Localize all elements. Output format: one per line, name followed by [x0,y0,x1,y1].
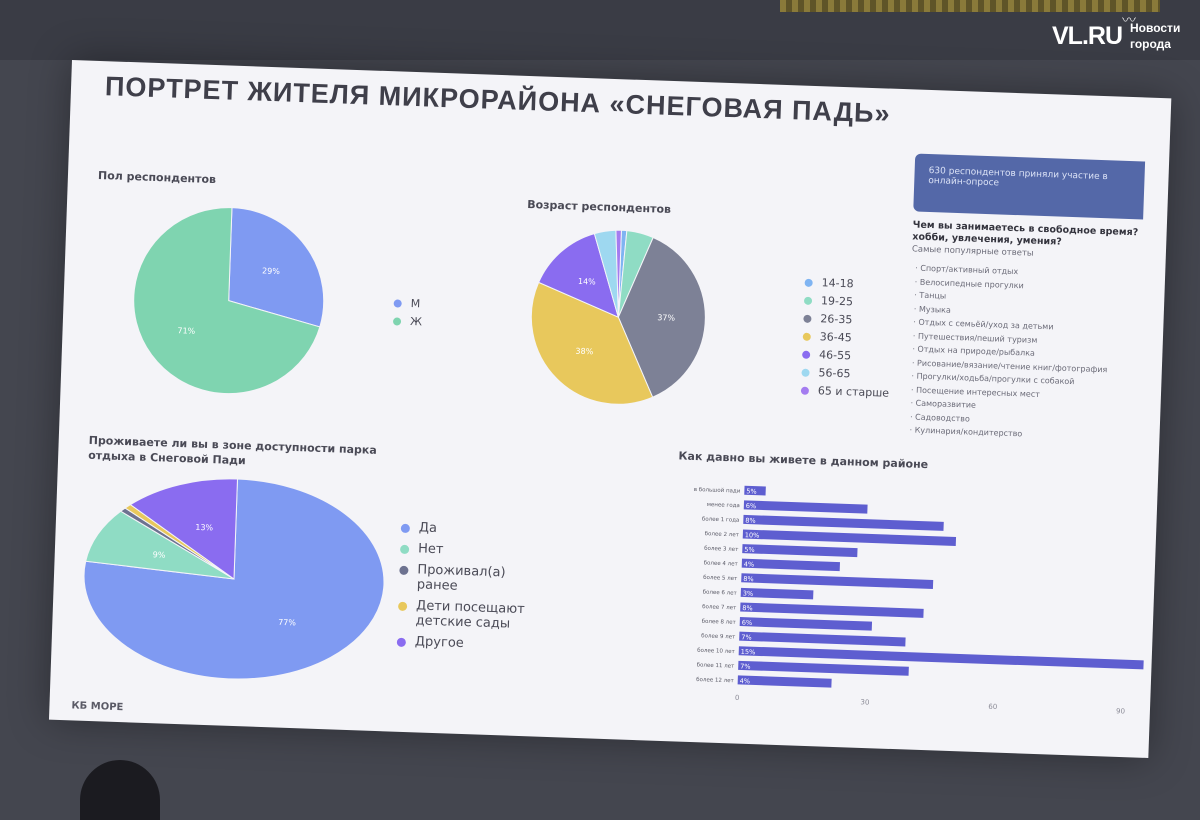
slice-label: 9% [152,550,166,560]
hobby-list-item: · Спорт/активный отдых [915,263,1019,277]
hobby-list-item: · Музыка [913,304,952,315]
age-pie-chart [490,225,756,414]
legend-item [400,541,550,561]
bar-category-label: в большой пади [693,486,741,495]
bar-category-label: более 8 лет [701,618,736,626]
legend-item [801,366,890,382]
legend-label: 19-25 [820,294,854,309]
park-chart-title: Проживаете ли вы в зоне доступности парка отдыха в Снеговой Пади [87,433,378,468]
legend-item [393,296,422,310]
hobby-list-item: · Рисование/вязание/чтение книг/фотография [911,358,1108,374]
legend-item [804,294,893,310]
bar-value-label: 8% [742,604,753,613]
bar-category-label: более 4 лет [703,560,738,568]
bar-category-label: более 3 лет [704,545,739,553]
bar-value-label: 3% [742,589,754,598]
legend-item [399,562,550,597]
hobby-question-text: Чем вы занимаетесь в свободное время? хобби, увлечения, умения? [912,219,1139,248]
legend-label: 14-18 [821,276,854,291]
legend-dot-icon [397,638,406,647]
bar-value-label: 15% [740,647,756,657]
hobby-list [909,262,1110,444]
legend-label: Дети посещают детские сады [415,598,525,632]
bar [742,559,840,571]
bar-value-label: 10% [744,531,760,540]
legend-dot-icon [803,333,811,341]
slice-label: 14% [577,276,596,287]
slice-label: 13% [195,522,214,533]
legend-item [401,520,551,540]
slice-label: 37% [657,313,676,323]
bar-category-label: менее года [706,502,740,510]
bar-value-label: 7% [741,633,752,642]
legend-item [393,314,422,328]
legend-dot-icon [804,297,812,305]
x-tick-label: 60 [988,702,998,712]
bar [739,632,905,647]
hobby-list-item: · Отдых на природе/рыбалка [912,344,1036,358]
bar-category-label: более 9 лет [701,633,736,641]
hobby-list-item: · Танцы [914,290,947,301]
bar-value-label: 8% [743,574,754,584]
bar-value-label: 7% [740,662,751,671]
bar-value-label: 8% [745,516,756,525]
bar-category-label: более 2 лет [704,531,739,539]
bar-category-label: более 6 лет [702,589,737,597]
legend-label: 56-65 [818,366,851,381]
bar [743,515,944,531]
residence-chart-title: Как давно вы живете в данном районе [678,449,929,472]
legend-label: Да [418,520,438,537]
bar [738,675,832,687]
hobby-list-item: · Кулинария/кондитерство [909,425,1023,439]
bar [740,617,872,631]
stage-curtain-edge [780,0,1160,12]
legend-dot-icon [398,602,407,611]
audience-silhouette [80,760,160,820]
residence-bar-chart [665,471,1158,728]
legend-dot-icon [401,524,410,533]
watermark-line1: Новости [1130,21,1181,35]
legend-item [801,384,890,400]
bar [741,573,933,589]
bar-value-label: 4% [739,676,751,686]
legend-dot-icon [400,545,409,554]
bar-value-label: 6% [745,501,757,511]
legend-item [804,276,893,292]
legend-dot-icon [801,369,809,377]
legend-dot-icon [394,299,402,307]
legend-label: 36-45 [819,330,852,345]
hobby-list-item: · Отдых с семьёй/уход за детьми [913,317,1054,332]
bird-icon: 〰 [1122,12,1136,28]
bar [740,602,924,617]
watermark-logo: VL.RU [1052,22,1122,50]
bar [738,661,909,676]
slice-label: 71% [177,326,196,336]
bar-value-label: 4% [743,560,755,569]
legend-item [802,348,891,364]
bar-category-label: более 12 лет [695,676,734,685]
age-legend [801,276,893,405]
hobby-list-item: · Садоводство [909,411,971,424]
bar-category-label: более 7 лет [702,604,737,612]
bar-category-label: более 10 лет [697,647,735,656]
bar [743,530,956,546]
watermark [1052,12,1181,51]
bar-category-label: более 5 лет [703,574,738,583]
bar-value-label: 5% [746,487,757,496]
gender-pie-chart [80,196,377,406]
park-pie-chart [60,468,387,689]
legend-dot-icon [802,351,810,359]
legend-label: Проживал(а) ранее [416,562,506,594]
hobby-list-item: · Прогулки/ходьба/прогулки с собакой [911,371,1075,387]
slice-label: 77% [278,617,297,628]
legend-dot-icon [803,315,811,323]
legend-label: 26-35 [820,312,853,327]
hobby-question [912,219,1153,263]
legend-dot-icon [393,317,401,325]
legend-label: Другое [414,634,465,652]
x-tick-label: 30 [860,698,870,707]
presentation-slide [49,60,1171,758]
hobby-list-item: · Путешествия/пеший туризм [912,331,1038,345]
watermark-line2: города [1130,37,1171,51]
hobby-list-item: · Посещение интересных мест [910,384,1041,399]
bar [742,544,857,557]
slice-label: 38% [575,346,594,357]
watermark-caption [1130,20,1200,52]
x-tick-label: 0 [734,693,740,703]
legend-item [397,598,548,633]
park-legend [396,520,551,660]
gender-legend [393,296,423,333]
slice-label: 29% [261,266,281,277]
legend-label: М [410,296,421,311]
slide-title: ПОРТРЕТ ЖИТЕЛЯ МИКРОРАЙОНА «СНЕГОВАЯ ПАДЬ» [104,71,892,129]
bar-value-label: 5% [744,545,755,555]
legend-label: 65 и старше [817,384,890,400]
legend-dot-icon [399,566,408,575]
hobby-subtitle: Самые популярные ответы [911,244,1034,259]
legend-label: 46-55 [818,348,852,363]
footer-logo: КБ МОРЕ [71,700,124,714]
bar [744,500,868,513]
legend-dot-icon [805,279,813,287]
legend-label: Нет [417,541,444,558]
bar-value-label: 6% [741,618,753,627]
x-tick-label: 90 [1115,707,1126,716]
legend-item [803,312,892,328]
legend-dot-icon [801,387,809,395]
respondents-info-box: 630 респондентов приняли участие в онлайн-опросе [913,153,1145,219]
hobby-list-item: · Саморазвитие [910,398,977,410]
legend-item [397,634,547,654]
age-chart-title: Возраст респондентов [527,197,672,216]
gender-chart-title: Пол респондентов [97,168,217,187]
bar-category-label: более 11 лет [696,662,735,670]
bar-category-label: более 1 года [701,516,740,524]
legend-item [803,330,892,346]
hobby-list-item: · Велосипедные прогулки [914,277,1024,290]
legend-label: Ж [409,314,423,329]
